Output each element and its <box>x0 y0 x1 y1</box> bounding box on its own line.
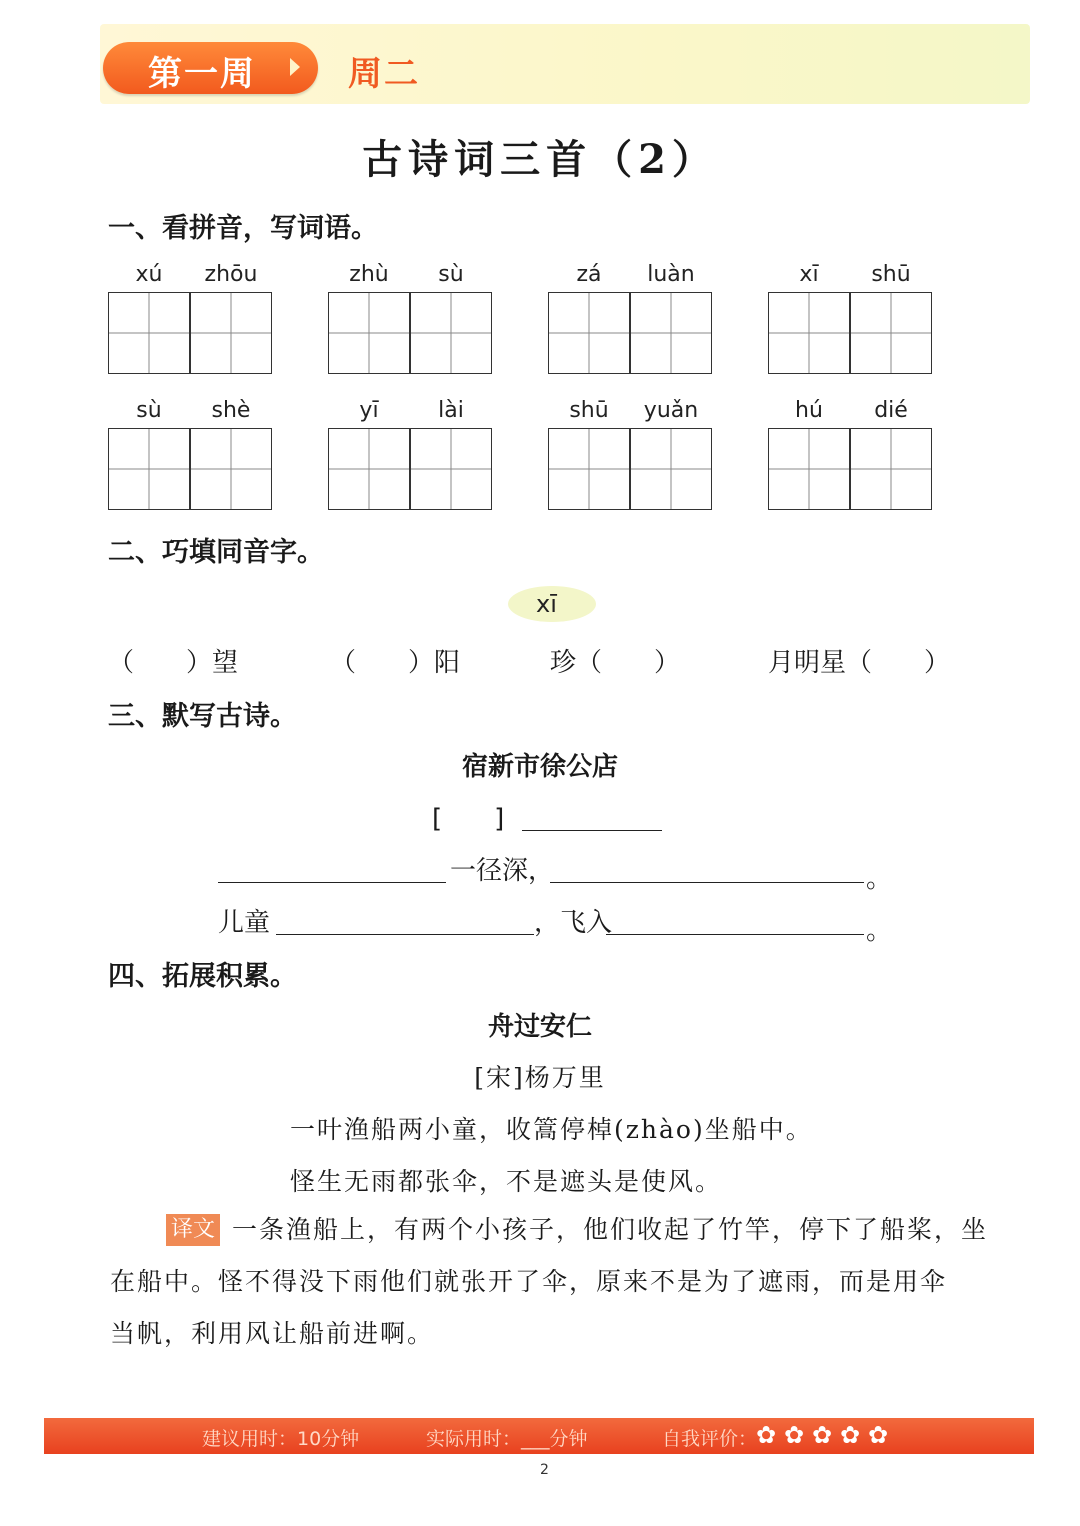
flower-star-icon[interactable]: ✿ <box>756 1421 777 1449</box>
writing-cell[interactable] <box>768 292 850 374</box>
homophone-pinyin: xī <box>536 590 557 618</box>
pinyin-label: yī <box>359 398 379 423</box>
pinyin-label: yuǎn <box>643 398 699 423</box>
writing-cell[interactable] <box>190 428 272 510</box>
pinyin-label: shū <box>569 398 609 423</box>
author-bracket: [ ] <box>432 804 505 834</box>
homophone-item[interactable]: 珍（ ） <box>550 648 681 678</box>
homophone-item[interactable]: （ ）望 <box>108 648 239 678</box>
poem-line-fragment: 儿童 <box>218 908 271 938</box>
writing-cell[interactable] <box>850 292 932 374</box>
pinyin-label: sù <box>438 262 464 287</box>
writing-cell[interactable] <box>630 428 712 510</box>
flower-star-icon[interactable]: ✿ <box>868 1421 889 1449</box>
actual-time[interactable]: 实际用时：___分钟 <box>426 1428 588 1450</box>
section-2-heading: 二、巧填同音字。 <box>108 537 324 568</box>
pinyin-label: zhōu <box>204 262 258 287</box>
pinyin-label: hú <box>795 398 823 423</box>
day-label: 周二 <box>348 54 420 94</box>
writing-cell[interactable] <box>850 428 932 510</box>
pinyin-label: luàn <box>647 262 695 287</box>
writing-cell[interactable] <box>108 292 190 374</box>
dictation-poem-title: 宿新市徐公店 <box>461 752 618 782</box>
poem-line-end: 。 <box>866 916 893 946</box>
translation-tag: 译文 <box>166 1214 220 1246</box>
writing-cell[interactable] <box>410 428 492 510</box>
translation-line: 在船中。怪不得没下雨他们就张开了伞，原来不是为了遮雨，而是用伞 <box>110 1267 948 1296</box>
answer-blank[interactable] <box>276 934 534 935</box>
flower-star-icon[interactable]: ✿ <box>784 1421 805 1449</box>
writing-cell[interactable] <box>768 428 850 510</box>
pinyin-label: lài <box>438 398 464 423</box>
writing-cell[interactable] <box>328 292 410 374</box>
writing-cell[interactable] <box>548 428 630 510</box>
pinyin-label: sù <box>136 398 162 423</box>
writing-cell[interactable] <box>108 428 190 510</box>
writing-cell[interactable] <box>630 292 712 374</box>
self-evaluation-label: 自我评价： <box>662 1428 758 1450</box>
writing-cell[interactable] <box>328 428 410 510</box>
pinyin-label: zhù <box>349 262 389 287</box>
pinyin-label: shū <box>871 262 911 287</box>
writing-cell[interactable] <box>548 292 630 374</box>
poem-line-end: 。 <box>866 864 893 894</box>
flower-star-icon[interactable]: ✿ <box>812 1421 833 1449</box>
answer-blank[interactable] <box>550 882 864 883</box>
extension-poem-title: 舟过安仁 <box>487 1012 592 1042</box>
author-blank[interactable] <box>522 830 662 831</box>
writing-cell[interactable] <box>190 292 272 374</box>
extension-poem-line: 怪生无雨都张伞，不是遮头是使风。 <box>290 1167 723 1196</box>
suggested-time: 建议用时：10分钟 <box>202 1428 360 1450</box>
pinyin-label: zá <box>576 262 602 287</box>
section-4-heading: 四、拓展积累。 <box>108 961 297 992</box>
pinyin-label: shè <box>211 398 251 423</box>
homophone-item[interactable]: （ ）阳 <box>330 648 461 678</box>
answer-blank[interactable] <box>606 934 864 935</box>
pinyin-label: dié <box>874 398 908 423</box>
homophone-item[interactable]: 月明星（ ） <box>768 648 951 678</box>
page-number: 2 <box>540 1462 549 1478</box>
week-label: 第一周 <box>148 54 256 94</box>
poem-line-fragment: ，飞入 <box>534 908 613 938</box>
pinyin-label: xī <box>799 262 819 287</box>
translation-line: 一条渔船上，有两个小孩子，他们收起了竹竿，停下了船桨，坐 <box>232 1215 989 1244</box>
flower-star-icon[interactable]: ✿ <box>840 1421 861 1449</box>
triangle-arrow-icon <box>290 58 300 76</box>
answer-blank[interactable] <box>218 882 446 883</box>
page-title: 古诗词三首（2） <box>362 136 718 183</box>
section-3-heading: 三、默写古诗。 <box>108 701 297 732</box>
pinyin-label: xú <box>135 262 163 287</box>
writing-cell[interactable] <box>410 292 492 374</box>
section-1-heading: 一、看拼音，写词语。 <box>108 213 378 244</box>
poem-line-fragment: 一径深， <box>450 856 555 886</box>
extension-poem-line: 一叶渔船两小童，收篙停棹(zhào)坐船中。 <box>290 1115 813 1144</box>
extension-poem-author: [宋]杨万里 <box>474 1063 606 1092</box>
translation-line: 当帆，利用风让船前进啊。 <box>110 1319 435 1348</box>
